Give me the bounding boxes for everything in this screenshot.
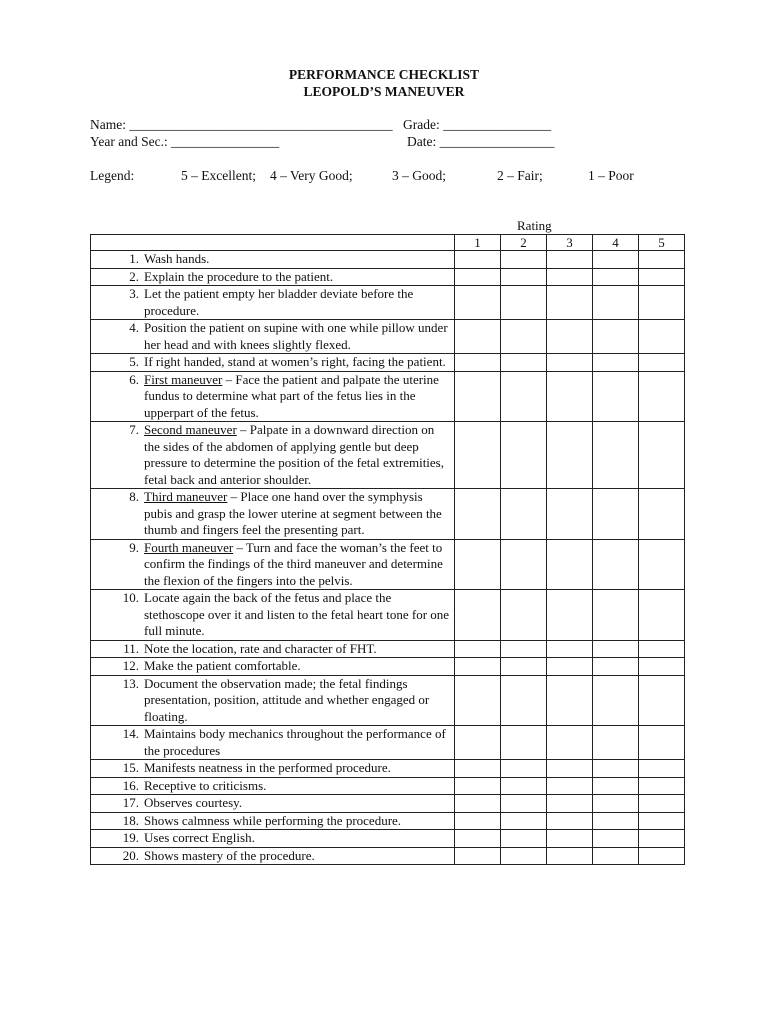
maneuver-name: Fourth maneuver <box>144 539 234 555</box>
maneuver-name: First maneuver <box>144 371 223 387</box>
rating-cell[interactable] <box>593 830 639 848</box>
date-blank: _________________ <box>439 134 555 149</box>
checklist-item <box>91 489 454 539</box>
rating-cell[interactable] <box>547 675 593 726</box>
rating-cell[interactable] <box>455 320 501 354</box>
year-line <box>90 134 279 150</box>
checklist-item <box>91 676 454 726</box>
rating-cell[interactable] <box>639 286 685 320</box>
rating-col-header: 5 <box>639 235 685 251</box>
rating-cell[interactable] <box>501 590 547 641</box>
item-cell <box>91 354 455 372</box>
item-text: Explain the procedure to the patient. <box>144 268 334 284</box>
item-text: – Place one hand over the symphysis pubis and grasp the lower uterine at segment between the thumb and fingers feel the presenting part. <box>144 489 442 537</box>
checklist-item <box>91 540 454 590</box>
maneuver-name: Second maneuver <box>144 422 237 437</box>
item-number: 7. <box>129 422 139 437</box>
item-text: – Face the patient and palpate the uterine fundus to determine what part of the fetus lies in the upperpart of the fetus. <box>144 371 439 420</box>
rating-cell[interactable] <box>455 251 501 269</box>
item-text-wrap <box>144 676 454 726</box>
rating-cell[interactable] <box>501 268 547 286</box>
item-text: Receptive to criticisms. <box>144 777 267 793</box>
rating-cell[interactable] <box>547 760 593 778</box>
rating-cell[interactable] <box>547 268 593 286</box>
item-text-wrap <box>144 726 454 759</box>
item-text: Observes courtesy. <box>144 795 243 810</box>
rating-cell[interactable] <box>639 539 685 590</box>
rating-cell[interactable] <box>501 640 547 658</box>
item-number: 20. <box>122 847 139 863</box>
checklist-item <box>91 760 454 777</box>
item-cell <box>91 726 455 760</box>
item-text-wrap <box>144 269 454 286</box>
item-text: Manifests neatness in the performed procedure. <box>144 760 391 775</box>
rating-cell[interactable] <box>455 590 501 641</box>
rating-cell[interactable] <box>593 760 639 778</box>
item-number: 18. <box>122 812 139 828</box>
rating-cell[interactable] <box>501 320 547 354</box>
item-number: 8. <box>129 489 139 504</box>
rating-cell[interactable] <box>639 847 685 865</box>
rating-cell[interactable] <box>639 812 685 830</box>
rating-cell[interactable] <box>593 489 639 540</box>
item-cell <box>91 251 455 269</box>
rating-cell[interactable] <box>593 371 639 422</box>
item-text: Make the patient comfortable. <box>144 658 301 673</box>
rating-cell[interactable] <box>593 795 639 813</box>
item-text-wrap <box>144 848 454 865</box>
rating-cell[interactable] <box>547 320 593 354</box>
table-row <box>91 539 685 590</box>
rating-col-header: 1 <box>455 235 501 251</box>
item-cell <box>91 422 455 489</box>
rating-cell[interactable] <box>593 422 639 489</box>
date-line <box>407 134 554 150</box>
checklist-item <box>91 422 454 488</box>
checklist-table <box>90 234 685 865</box>
rating-cell[interactable] <box>547 590 593 641</box>
item-number: 5. <box>129 354 139 369</box>
rating-cell[interactable] <box>593 777 639 795</box>
rating-cell[interactable] <box>639 354 685 372</box>
rating-cell[interactable] <box>593 847 639 865</box>
rating-cell[interactable] <box>639 726 685 760</box>
item-text: Document the observation made; the fetal findings presentation, position, attitude and whether engaged or floating. <box>144 675 430 724</box>
table-row <box>91 590 685 641</box>
item-number: 6. <box>129 371 139 387</box>
item-cell <box>91 847 455 865</box>
rating-label: Rating <box>517 218 552 233</box>
item-text-wrap <box>144 760 454 777</box>
rating-cell[interactable] <box>593 320 639 354</box>
rating-cell[interactable] <box>547 640 593 658</box>
item-number: 12. <box>122 658 139 673</box>
rating-cell[interactable] <box>639 830 685 848</box>
rating-cell[interactable] <box>593 286 639 320</box>
item-text-wrap <box>144 813 454 830</box>
item-cell <box>91 590 455 641</box>
rating-cell[interactable] <box>455 795 501 813</box>
checklist-item <box>91 269 454 286</box>
rating-col-header: 4 <box>593 235 639 251</box>
table-row <box>91 812 685 830</box>
checklist-item <box>91 590 454 640</box>
rating-cell[interactable] <box>501 847 547 865</box>
item-number: 3. <box>129 286 139 301</box>
item-text: – Turn and face the woman’s the feet to confirm the findings of the third maneuver and determine the flexion of the fingers into the pelvis. <box>144 539 443 588</box>
rating-cell[interactable] <box>639 590 685 641</box>
rating-cell[interactable] <box>547 371 593 422</box>
table-row <box>91 489 685 540</box>
item-cell <box>91 640 455 658</box>
rating-cell[interactable] <box>547 847 593 865</box>
grade-label: Grade: <box>403 117 440 132</box>
rating-cell[interactable] <box>455 847 501 865</box>
table-row <box>91 777 685 795</box>
rating-cell[interactable] <box>501 489 547 540</box>
header-blank-cell <box>91 235 455 251</box>
rating-cell[interactable] <box>639 268 685 286</box>
item-cell <box>91 489 455 540</box>
rating-cell[interactable] <box>455 422 501 489</box>
item-text-wrap <box>144 641 454 658</box>
rating-cell[interactable] <box>639 760 685 778</box>
item-number: 2. <box>129 268 139 284</box>
legend-item: 2 – Fair; <box>497 168 543 183</box>
table-row <box>91 675 685 726</box>
rating-cell[interactable] <box>547 658 593 676</box>
table-row <box>91 268 685 286</box>
rating-cell[interactable] <box>455 726 501 760</box>
rating-cell[interactable] <box>455 268 501 286</box>
rating-cell[interactable] <box>455 539 501 590</box>
table-row <box>91 760 685 778</box>
table-row <box>91 371 685 422</box>
item-text: Uses correct English. <box>144 830 255 845</box>
rating-cell[interactable] <box>547 251 593 269</box>
rating-cell[interactable] <box>547 422 593 489</box>
name-blank: _______________________________________ <box>129 117 393 132</box>
rating-cell[interactable] <box>501 422 547 489</box>
rating-cell[interactable] <box>547 795 593 813</box>
item-number: 10. <box>122 590 139 605</box>
item-text-wrap <box>144 540 454 590</box>
item-number: 13. <box>122 675 139 691</box>
item-text-wrap <box>144 320 454 353</box>
item-text: Shows mastery of the procedure. <box>144 847 315 863</box>
table-row <box>91 830 685 848</box>
rating-cell[interactable] <box>501 371 547 422</box>
checklist-item <box>91 813 454 830</box>
item-text-wrap <box>144 590 454 640</box>
name-line <box>90 117 393 133</box>
table-row <box>91 795 685 813</box>
checklist-item <box>91 286 454 319</box>
rating-cell[interactable] <box>639 371 685 422</box>
rating-cell[interactable] <box>547 777 593 795</box>
rating-cell[interactable] <box>547 812 593 830</box>
rating-cell[interactable] <box>501 539 547 590</box>
rating-cell[interactable] <box>455 286 501 320</box>
legend-item: 3 – Good; <box>392 168 446 183</box>
rating-cell[interactable] <box>501 286 547 320</box>
checklist-item <box>91 641 454 658</box>
rating-cell[interactable] <box>639 320 685 354</box>
rating-cell[interactable] <box>455 354 501 372</box>
checklist-item <box>91 778 454 795</box>
item-cell <box>91 812 455 830</box>
rating-cell[interactable] <box>455 777 501 795</box>
rating-cell[interactable] <box>593 812 639 830</box>
legend-item: 1 – Poor <box>588 168 634 183</box>
rating-cell[interactable] <box>501 675 547 726</box>
rating-cell[interactable] <box>639 675 685 726</box>
table-row <box>91 422 685 489</box>
item-number: 16. <box>122 777 139 793</box>
item-text: Maintains body mechanics throughout the performance of the procedures <box>144 726 446 758</box>
item-number: 14. <box>122 726 139 741</box>
rating-cell[interactable] <box>455 760 501 778</box>
table-row <box>91 726 685 760</box>
item-text-wrap <box>144 372 454 422</box>
rating-cell[interactable] <box>455 658 501 676</box>
rating-cell[interactable] <box>639 777 685 795</box>
item-number: 9. <box>129 539 139 555</box>
rating-cell[interactable] <box>455 812 501 830</box>
item-text: Note the location, rate and character of FHT. <box>144 640 377 656</box>
item-number: 1. <box>129 251 139 266</box>
rating-cell[interactable] <box>547 286 593 320</box>
item-text: – Palpate in a downward direction on the sides of the abdomen of applying gentle but deep pressure to determine the position of the fetal extremities, fetal back and anterior shoulder. <box>144 422 444 487</box>
checklist-item <box>91 320 454 353</box>
rating-cell[interactable] <box>593 675 639 726</box>
item-text-wrap <box>144 658 454 675</box>
table-row <box>91 658 685 676</box>
table-row <box>91 320 685 354</box>
item-cell <box>91 795 455 813</box>
table-row <box>91 251 685 269</box>
item-number: 4. <box>129 320 139 335</box>
rating-cell[interactable] <box>639 489 685 540</box>
rating-cell[interactable] <box>593 539 639 590</box>
rating-cell[interactable] <box>547 726 593 760</box>
year-blank: ________________ <box>171 134 280 149</box>
item-text: Wash hands. <box>144 251 210 266</box>
rating-cell[interactable] <box>639 422 685 489</box>
rating-cell[interactable] <box>639 795 685 813</box>
item-number: 15. <box>122 760 139 775</box>
rating-cell[interactable] <box>501 795 547 813</box>
rating-cell[interactable] <box>501 354 547 372</box>
legend-item: 5 – Excellent; <box>181 168 256 183</box>
rating-cell[interactable] <box>547 489 593 540</box>
item-text-wrap <box>144 422 454 488</box>
grade-line <box>403 117 551 133</box>
rating-cell[interactable] <box>547 539 593 590</box>
item-cell <box>91 268 455 286</box>
checklist-item <box>91 830 454 847</box>
checklist-item <box>91 354 454 371</box>
rating-cell[interactable] <box>501 777 547 795</box>
item-cell <box>91 777 455 795</box>
rating-cell[interactable] <box>593 268 639 286</box>
checklist-item <box>91 795 454 812</box>
year-label: Year and Sec.: <box>90 134 168 149</box>
rating-cell[interactable] <box>455 830 501 848</box>
checklist-item <box>91 251 454 268</box>
item-number: 17. <box>122 795 139 810</box>
rating-cell[interactable] <box>455 489 501 540</box>
rating-cell[interactable] <box>639 658 685 676</box>
page-title: PERFORMANCE CHECKLIST <box>288 67 480 82</box>
item-text-wrap <box>144 778 454 795</box>
item-cell <box>91 539 455 590</box>
item-text-wrap <box>144 286 454 319</box>
table-row <box>91 847 685 865</box>
rating-cell[interactable] <box>501 658 547 676</box>
rating-header-row <box>91 235 685 251</box>
item-text-wrap <box>144 795 454 812</box>
checklist-item <box>91 848 454 865</box>
rating-cell[interactable] <box>593 590 639 641</box>
rating-cell[interactable] <box>501 830 547 848</box>
rating-cell[interactable] <box>501 726 547 760</box>
rating-col-header: 3 <box>547 235 593 251</box>
rating-cell[interactable] <box>593 658 639 676</box>
rating-cell[interactable] <box>455 371 501 422</box>
table-row <box>91 286 685 320</box>
page-subtitle: LEOPOLD’S MANEUVER <box>303 84 465 99</box>
legend-label: Legend: <box>90 168 135 183</box>
item-number: 19. <box>122 830 139 845</box>
rating-cell[interactable] <box>547 830 593 848</box>
item-cell <box>91 675 455 726</box>
rating-cell[interactable] <box>547 354 593 372</box>
item-text: Shows calmness while performing the procedure. <box>144 812 402 828</box>
maneuver-name: Third maneuver <box>144 489 228 504</box>
checklist-item <box>91 658 454 675</box>
item-text-wrap <box>144 251 454 268</box>
rating-cell[interactable] <box>501 812 547 830</box>
checklist-item <box>91 372 454 422</box>
item-text-wrap <box>144 830 454 847</box>
item-number: 11. <box>123 640 139 656</box>
rating-col-header: 2 <box>501 235 547 251</box>
item-text: If right handed, stand at women’s right, facing the patient. <box>144 354 446 369</box>
item-text-wrap <box>144 489 454 539</box>
item-cell <box>91 760 455 778</box>
rating-cell[interactable] <box>593 726 639 760</box>
rating-cell[interactable] <box>455 675 501 726</box>
item-text-wrap <box>144 354 454 371</box>
rating-cell[interactable] <box>639 251 685 269</box>
rating-cell[interactable] <box>593 251 639 269</box>
rating-cell[interactable] <box>455 640 501 658</box>
rating-cell[interactable] <box>593 640 639 658</box>
rating-cell[interactable] <box>501 760 547 778</box>
grade-blank: ________________ <box>443 117 552 132</box>
item-cell <box>91 830 455 848</box>
item-cell <box>91 371 455 422</box>
item-text: Locate again the back of the fetus and place the stethoscope over it and listen to the fetal heart tone for one full minute. <box>144 590 450 638</box>
rating-cell[interactable] <box>593 354 639 372</box>
item-text: Let the patient empty her bladder deviate before the procedure. <box>144 286 414 318</box>
rating-cell[interactable] <box>639 640 685 658</box>
rating-cell[interactable] <box>501 251 547 269</box>
item-cell <box>91 286 455 320</box>
item-text: Position the patient on supine with one while pillow under her head and with knees slightly flexed. <box>144 320 448 352</box>
legend-item: 4 – Very Good; <box>270 168 353 183</box>
checklist-item <box>91 726 454 759</box>
date-label: Date: <box>407 134 437 149</box>
item-cell <box>91 320 455 354</box>
table-row <box>91 354 685 372</box>
item-cell <box>91 658 455 676</box>
name-label: Name: <box>90 117 126 132</box>
table-row <box>91 640 685 658</box>
